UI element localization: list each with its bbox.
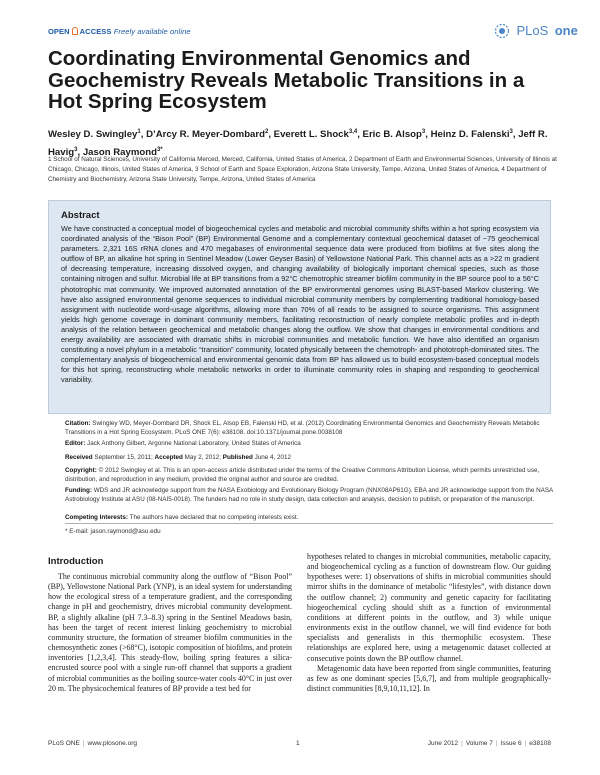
author-affiliation-mark: 3* bbox=[156, 146, 163, 153]
divider bbox=[65, 523, 553, 524]
journal-logo[interactable] bbox=[494, 22, 578, 40]
competing-text: The authors have declared that no competing interests exist. bbox=[129, 514, 299, 521]
freely-available-label: Freely available online bbox=[113, 27, 191, 36]
author-affiliation-mark: 1 bbox=[137, 129, 141, 135]
introduction-heading: Introduction bbox=[48, 556, 104, 567]
author-name[interactable]: D’Arcy R. Meyer-Dombard bbox=[146, 129, 265, 141]
copyright-block bbox=[65, 466, 553, 484]
intro-paragraph: The continuous microbial community along the outflow of “Bison Pool” (BP), Yellowstone National Park (YNP), is an ideal system for understanding how the ecological stress of a temperature gradient, and the corresponding change in pH and geochemistry, drives microbial community development. BP, a slightly alkaline (pH 7.3–8.3) spring in the Sentinel Meadows basin, has been the target of recent interest linking geochemistry to microbial community structure, the formation of streamer biofilm communities in the chemosynthetic zones (>68°C), isotopic composition of biofilms, and protein inventories [1,2,3,4]. This steady-flow, boiling spring features a silica-encrusted source pool with a single run-off channel that supports a gradient of microbial communities as the boiling source-water cools 40°C in just over 20 m. The physicochemical features of BP provide a test bed for bbox=[48, 572, 292, 693]
footer-journal: PLoS ONE | www.plosone.org bbox=[48, 740, 137, 747]
footer-issue: Issue 6 bbox=[500, 740, 522, 747]
author-affiliation-mark: 3 bbox=[509, 129, 513, 135]
author-affiliation-mark: 2 bbox=[264, 129, 269, 135]
footer-volume: Volume 7 bbox=[465, 740, 493, 747]
logo-prefix: PLoS bbox=[516, 23, 549, 39]
open-access-lock-icon bbox=[72, 27, 78, 35]
funding-block bbox=[65, 486, 553, 504]
editor-block bbox=[65, 439, 553, 448]
abstract-box bbox=[48, 200, 551, 414]
footer-issue-info: June 2012 | Volume 7 | Issue 6 | e38108 bbox=[427, 740, 551, 747]
body-column-right bbox=[307, 552, 551, 694]
author-name[interactable]: Eric B. Alsop bbox=[362, 129, 422, 141]
author-affiliation-mark: 3,4 bbox=[348, 129, 358, 135]
body-column-left bbox=[48, 572, 292, 694]
competing-interests-block bbox=[65, 513, 553, 522]
open-label: OPEN bbox=[48, 27, 70, 36]
corresponding-email[interactable]: * E-mail: jason.raymond@asu.edu bbox=[65, 528, 161, 535]
copyright-text: © 2012 Swingley et al. This is an open-access article distributed under the terms of the Creative Commons Attribution License, which permits unrestricted use, distribution, and reproduction in any medium, provided the original author and source are credited. bbox=[65, 467, 540, 484]
author-name[interactable]: Jason Raymond bbox=[82, 146, 157, 158]
dates-block bbox=[65, 453, 553, 462]
footer-journal-name: PLoS ONE bbox=[48, 740, 80, 747]
logo-suffix: one bbox=[554, 23, 578, 39]
received-date: September 15, 2011; bbox=[94, 454, 153, 461]
author-name[interactable]: Heinz D. Falenski bbox=[430, 129, 510, 141]
page-number: 1 bbox=[296, 740, 300, 747]
published-label: Published bbox=[222, 454, 253, 461]
footer-article-id: e38108 bbox=[529, 740, 551, 747]
abstract-text: We have constructed a conceptual model of biogeochemical cycles and metabolic and microbial community shifts within a hot spring ecosystem via coordinated analysis of the “Bison Pool” (BP) Environmental Genome and a complementary contextual geochemical dataset of ~75 geochemical parameters. 2,321 16S rRNA clones and 470 megabases of environmental sequence data were produced from biofilms at five sites along the outflow of BP, an alkaline hot spring in Sentinel Meadow (Lower Geyser Basin) of Yellowstone National Park. This channel acts as a >22 m gradient of decreasing temperature, increasing dissolved oxygen, and changing availability of biologically important chemical species, such as those containing nitrogen and sulfur. Microbial life at BP transitions from a 92°C chemotrophic streamer biofilm community in the BP source pool to a 56°C phototrophic mat community. We improved automated annotation of the BP environmental genomes using BLAST-based Markov clustering. We have also assigned environmental genome sequences to individual microbial community members by complementing traditional homology-based assignment with nucleotide word-usage algorithms, allowing more than 70% of all reads to be assigned to source organisms. This assignment yields high genome coverage in dominant community members, facilitating reconstruction of nearly complete metabolic profiles and in-depth analysis of the relation between geochemical and metabolic changes along the outflow. We show that changes in environmental conditions and energy availability are associated with dramatic shifts in microbial communities and metabolic function. We have also identified an organism constituting a novel phylum in a metabolic “transition” community, located physically between the chemotroph- and phototroph-dominated sites. The complementary analysis of biogeochemical and environmental genomic data from BP has allowed us to build ecosystem-based conceptual models for this hot spring, reconstructing whole metabolic networks in order to illuminate community roles in shaping and responding to geochemical variability. bbox=[61, 224, 539, 385]
author-list: Wesley D. Swingley$^1$, D’Arcy R. Meyer-Dombard$^2$, Everett L. Shock$^{3,4}$, Eric B. Alsop$^3$, Heinz D. Falenski$^3$, Jeff R. Havig$^3$, Jason Raymond$^{3*}$ bbox=[48, 129, 548, 158]
access-label: ACCESS bbox=[79, 27, 112, 36]
accepted-label: Accepted bbox=[154, 454, 183, 461]
plos-logo-icon bbox=[494, 23, 510, 39]
citation-text: Swingley WD, Meyer-Dombard DR, Shock EL, Alsop EB, Falenski HD, et al. (2012) Coordinating Environmental Genomics and Geochemistry Reveals Metabolic Transitions in a Hot Spring Ecosystem. PLoS ONE 7(6): e38108. doi:10.1371/journal.pone.0038108 bbox=[65, 420, 540, 437]
abstract-heading: Abstract bbox=[61, 210, 100, 221]
accepted-date: May 2, 2012; bbox=[184, 454, 222, 461]
citation-label: Citation: bbox=[65, 420, 91, 427]
citation-block bbox=[65, 419, 553, 437]
article-title: Coordinating Environmental Genomics and Geochemistry Reveals Metabolic Transitions in a Hot Spring Ecosystem bbox=[48, 47, 525, 113]
funding-label: Funding: bbox=[65, 487, 92, 494]
affiliations: 1 School of Natural Sciences, University of California Merced, Merced, California, United States of America, 2 Department of Earth and Environmental Sciences, University of Illinois at Chicago, Chicago, Illinois, United States of America, 3 School of Earth and Space Exploration, Arizona State University, Tempe, Arizona, United States of America, 4 Department of Chemistry and Biochemistry, Arizona State University, Tempe, Arizona, United States of America bbox=[48, 156, 557, 183]
intro-paragraph: hypotheses related to changes in microbial communities, metabolic capacity, and biogeochemical cycling as a function of downstream flow. Our guiding hypotheses were: 1) observations of shifts in microbial communities should mirror shifts in the dominance of metabolic “lifestyles”, with distance down the outflow channel; 2) community and genetic capacity for facilitating biogeochemical cycling should shift as a function of environmental conditions at different points in the outflow, and 3) while unique environments exist in the outflow channel, we will find evidence for both specialists and generalists in this thermophilic ecosystem. These relationships are explored here, using a metagenomic dataset collected at consecutive points down the BP outflow channel. bbox=[307, 552, 551, 663]
footer-date: June 2012 bbox=[427, 740, 459, 747]
intro-paragraph: Metagenomic data have been reported from single communities, featuring as few as one dominant species [5,6,7], and from multiple geographically-distinct communities [8,9,10,11,12]. In bbox=[307, 663, 551, 694]
open-access-banner bbox=[48, 27, 191, 36]
published-date: June 4, 2012 bbox=[254, 454, 292, 461]
editor-label: Editor: bbox=[65, 440, 86, 447]
funding-text: WDS and JR acknowledge support from the NASA Exobiology and Evolutionary Biology Program (NNX08AP61G). EBA and JR acknowledge support from the NASA Astrobiology Institute at ASU (08-NAI5-0018). The funders had no role in study design, data collection and analysis, decision to publish, or preparation of the manuscript. bbox=[65, 487, 553, 504]
author-name[interactable]: Jeff R. Havig bbox=[48, 129, 548, 158]
received-label: Received bbox=[65, 454, 93, 461]
footer-website[interactable]: www.plosone.org bbox=[87, 740, 137, 747]
copyright-label: Copyright: bbox=[65, 467, 97, 474]
author-affiliation-mark: 3 bbox=[421, 129, 426, 135]
author-affiliation-mark: 3 bbox=[74, 146, 78, 153]
author-name[interactable]: Everett L. Shock bbox=[273, 129, 349, 141]
editor-text: Jack Anthony Gilbert, Argonne National Laboratory, United States of America bbox=[87, 440, 301, 447]
author-name[interactable]: Wesley D. Swingley bbox=[48, 129, 138, 141]
competing-label: Competing Interests: bbox=[65, 514, 128, 521]
